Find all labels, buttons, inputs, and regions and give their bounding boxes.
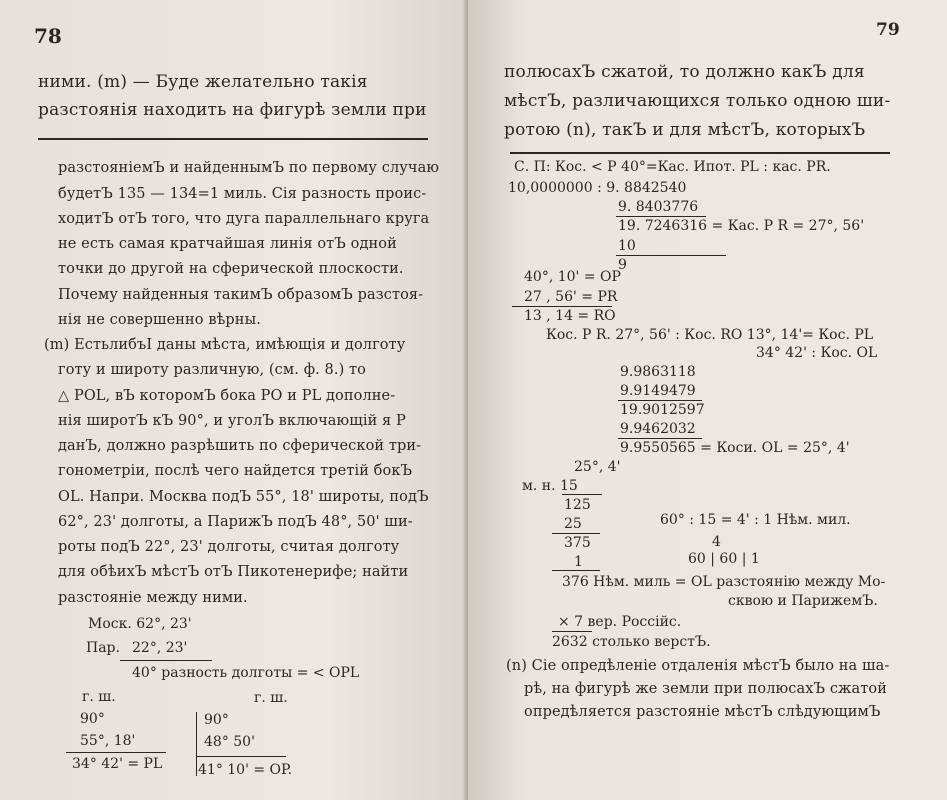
footnote-m-line: данЪ, должно разрѣшить по сферической три-	[58, 438, 422, 454]
calc-line: 19.9012597	[620, 402, 705, 418]
calc-line: 34° 42' : Кос. OL	[756, 345, 878, 361]
footnote-m-line: ходитЪ отЪ того, что дуга параллельнаго круга	[58, 211, 430, 227]
calc-paris-longitude: 22°, 23'	[132, 640, 188, 656]
header-line-1: ними. (m) — Буде желательно такія	[38, 72, 368, 92]
footnote-m-line: 62°, 23' долготы, а ПарижЪ подЪ 48°, 50' ши-	[58, 514, 413, 530]
calc-rule	[616, 216, 706, 217]
calc-line: 10	[618, 238, 636, 254]
header-line-1: полюсахЪ сжатой, то должно какЪ для	[504, 62, 865, 82]
footnote-m-line: △ POL, вЪ которомЪ бока PO и PL дополне-	[58, 388, 396, 404]
calc-result-op: 41° 10' = OP.	[198, 762, 293, 778]
calc-line: 9. 8403776	[618, 199, 699, 215]
footnote-m-line: не есть самая кратчайшая линія отЪ одной	[58, 236, 397, 252]
footnote-m-line: будетЪ 135 — 134=1 миль. Сія разность проис-	[58, 186, 427, 202]
calc-rule	[552, 570, 600, 571]
calc-rule	[618, 400, 702, 401]
calc-line: 9.9149479	[620, 383, 696, 399]
footnote-m-line: гонометріи, послѣ чего найдется третій бокЪ	[58, 463, 413, 479]
calc-line: 375	[564, 535, 591, 551]
calc-line: м. н. 15	[522, 478, 578, 494]
calc-gsh-label-2: г. ш.	[254, 690, 288, 706]
footnote-m-line: точки до другой на сферической плоскости.	[58, 261, 404, 277]
right-page	[468, 0, 947, 800]
header-line-3: ротою (n), такЪ и для мѣстЪ, которыхЪ	[504, 120, 866, 140]
footnote-rule-left	[38, 138, 428, 140]
footnote-rule-right	[510, 152, 890, 154]
left-page	[0, 0, 468, 800]
header-line-2: разстоянія находить на фигурѣ земли при	[38, 100, 427, 120]
calc-line: 9.9863118	[620, 364, 696, 380]
footnote-n-line: (n) Сіе опредѣленіе отдаленія мѣстЪ было на ша-	[506, 658, 890, 674]
footnote-n-line: опредѣляется разстояніе мѣстЪ слѣдующимЪ	[524, 704, 881, 720]
calc-line: 9.9462032	[620, 421, 696, 437]
calc-line: 9	[618, 257, 627, 273]
calc-line: 25°, 4'	[574, 459, 621, 475]
footnote-m-line: для обѣихЪ мѣстЪ отЪ Пикотенерифе; найти	[58, 564, 409, 580]
calc-line: 60° : 15 = 4' : 1 Нѣм. мил.	[660, 512, 851, 528]
calc-90: 90°	[80, 711, 105, 727]
calc-rule	[196, 756, 286, 757]
calc-line: Кос. P R. 27°, 56' : Кос. RO 13°, 14'= Кос. PL	[546, 327, 874, 343]
calc-line: 1	[574, 554, 583, 570]
calc-line: сквою и ПарижемЪ.	[728, 593, 878, 609]
calc-rule	[66, 752, 166, 753]
calc-line: 19. 7246316 = Кас. P R = 27°, 56'	[618, 218, 865, 234]
calc-result-pl: 34° 42' = PL	[72, 756, 163, 772]
calc-rule	[552, 631, 592, 632]
calc-rule	[618, 438, 702, 439]
calc-line: 13 , 14 = RO	[524, 308, 616, 324]
calc-rule	[512, 306, 612, 307]
footnote-n-line: рѣ, на фигурѣ же земли при полюсахЪ сжатой	[524, 681, 887, 697]
calc-rule	[616, 255, 726, 256]
calc-brace	[196, 712, 197, 776]
calc-paris-label: Пар.	[86, 640, 120, 656]
footnote-m-line: (m) ЕстьлибъІ даны мѣста, имѣющія и долготу	[44, 337, 406, 353]
calc-line: 125	[564, 497, 591, 513]
calc-line: 10,0000000 : 9. 8842540	[508, 180, 687, 196]
calc-55-18: 55°, 18'	[80, 733, 136, 749]
footnote-m-line: нія широтЪ кЪ 90°, и уголЪ включающій я P	[58, 413, 406, 429]
header-line-2: мѣстЪ, различающихся только одною ши-	[504, 91, 891, 111]
calc-line: 40°, 10' = OP	[524, 269, 621, 285]
calc-rule	[120, 660, 212, 661]
calc-90-b: 90°	[204, 712, 229, 728]
footnote-m-line: разстояніемЪ и найденнымЪ по первому случаю	[58, 160, 440, 176]
footnote-m-line: Почему найденныя такимЪ образомЪ разстоя-	[58, 287, 424, 303]
calc-moscow-longitude: Моск. 62°, 23'	[88, 616, 192, 632]
calc-rule	[562, 494, 602, 495]
calc-line: 2632 столько верстЪ.	[552, 634, 711, 650]
calc-line: × 7 вер. Россійс.	[558, 614, 682, 630]
footnote-m-line: разстояніе между ними.	[58, 590, 248, 606]
calc-line: 4	[712, 534, 721, 550]
footnote-m-line: роты подЪ 22°, 23' долготы, считая долготу	[58, 539, 400, 555]
page-number-right: 79	[876, 20, 900, 40]
footnote-m-line: готу и широту различную, (см. ф. 8.) то	[58, 362, 367, 378]
calc-line: 25	[564, 516, 582, 532]
calc-line: 376 Нѣм. миль = OL разстоянію между Мо-	[562, 574, 886, 590]
calc-rule	[552, 533, 600, 534]
page-number-left: 78	[34, 24, 62, 48]
calc-line: 60 | 60 | 1	[688, 551, 760, 567]
calc-line: 27 , 56' = PR	[524, 289, 618, 305]
calc-gsh-label: г. ш.	[82, 689, 116, 705]
calc-line: 9.9550565 = Коси. OL = 25°, 4'	[620, 440, 850, 456]
calc-line: С. П: Кос. < P 40°=Кас. Ипот. PL : кас. PR.	[514, 159, 831, 175]
footnote-m-line: OL. Напри. Москва подЪ 55°, 18' широты, подЪ	[58, 489, 429, 505]
footnote-m-line: нія не совершенно вѣрны.	[58, 312, 261, 328]
calc-longitude-difference: 40° разность долготы = < OPL	[132, 665, 360, 681]
calc-48-50: 48° 50'	[204, 734, 255, 750]
